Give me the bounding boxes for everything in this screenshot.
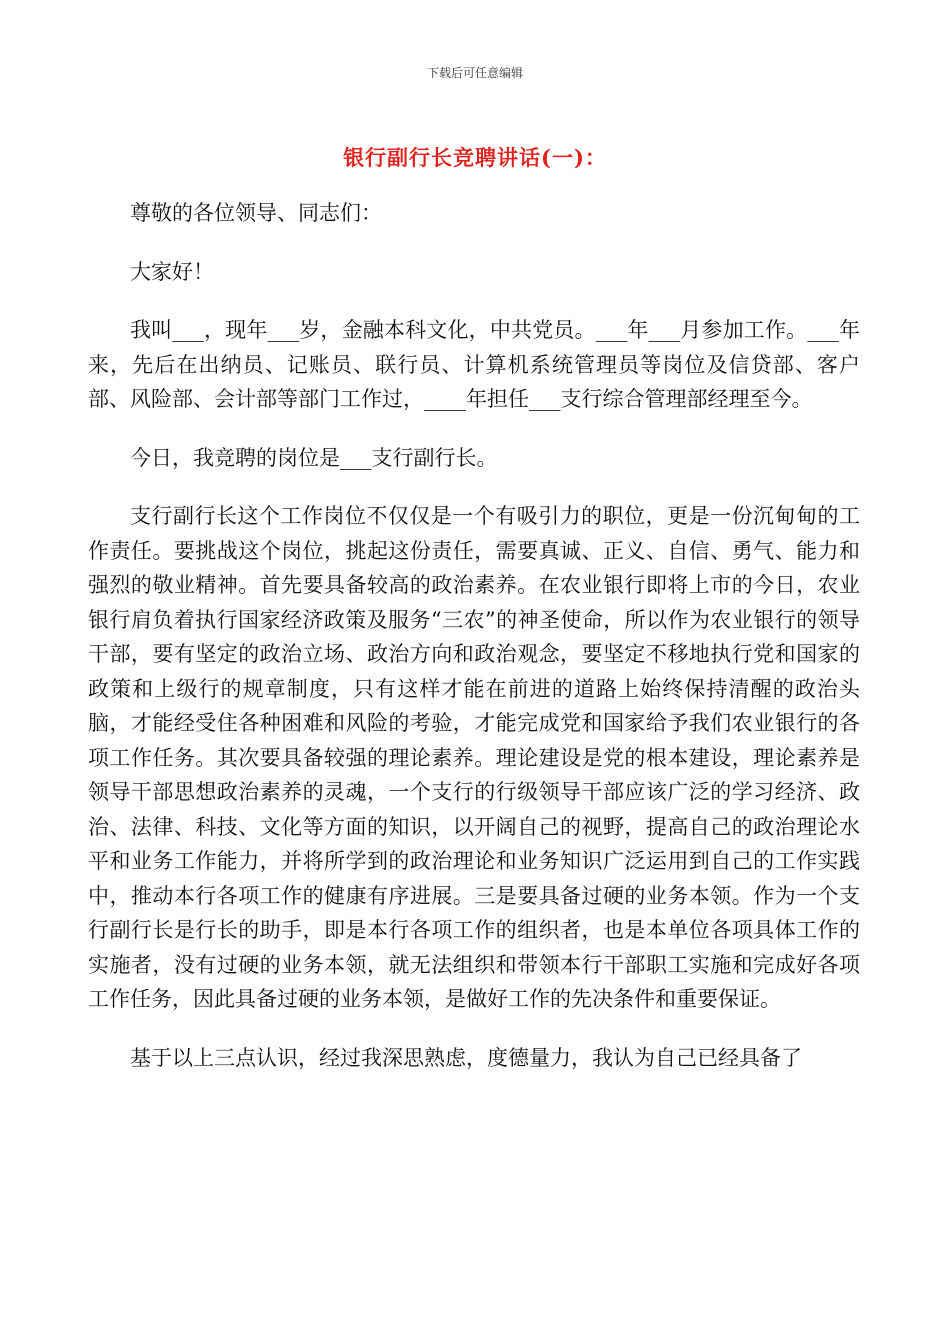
- position-paragraph: 今日，我竞聘的岗位是___支行副行长。: [130, 445, 498, 470]
- document-title: 银行副行长竞聘讲话(一)：: [343, 145, 607, 170]
- document-body: [88, 196, 860, 1099]
- requirements-paragraph: 支行副行长这个工作岗位不仅仅是一个有吸引力的职位，更是一份沉甸甸的工作责任。要挑战这个岗位，挑起这份责任，需要真诚、正义、自信、勇气、能力和强烈的敬业精神。首先要具备较高的政治素养。在农业银行即将上市的今日，农业银行肩负着执行国家经济政策及服务“三农”的神圣使命，所以作为农业银行的领导干部，要有坚定的政治立场、政治方向和政治观念，要坚定不移地执行党和国家的政策和上级行的规章制度，只有这样才能在前进的道路上始终保持清醒的政治头脑，才能经受住各种困难和风险的考验，才能完成党和国家给予我们农业银行的各项工作任务。其次要具备较强的理论素养。理论建设是党的根本建设，理论素养是领导干部思想政治素养的灵魂，一个支行的行级领导干部应该广泛的学习经济、政治、法律、科技、文化等方面的知识，以开阔自己的视野，提高自己的政治理论水平和业务工作能力，并将所学到的政治理论和业务知识广泛运用到自己的工作实践中，推动本行各项工作的健康有序进展。三是要具备过硬的业务本领。作为一个支行副行长是行长的助手，即是本行各项工作的组织者，也是本单位各项具体工作的实施者，没有过硬的业务本领，就无法组织和带领本行干部职工实施和完成好各项工作任务，因此具备过硬的业务本领，是做好工作的先决条件和重要保证。: [88, 504, 860, 1011]
- salutation-paragraph: 尊敬的各位领导、同志们：: [130, 201, 382, 225]
- self-introduction-paragraph: 我叫___，现年___岁，金融本科文化，中共党员。___年___月参加工作。___年来，先后在出纳员、记账员、联行员、计算机系统管理员等岗位及信贷部、客户部、风险部、会计部等部门工作过，____年担任___支行综合管理部经理至今。: [88, 318, 860, 411]
- conclusion-paragraph: 基于以上三点认识，经过我深思熟虑，度德量力，我认为自己已经具备了: [130, 1045, 802, 1070]
- header-note: 下载后可任意编辑: [426, 66, 523, 80]
- greeting-paragraph: 大家好！: [130, 259, 214, 284]
